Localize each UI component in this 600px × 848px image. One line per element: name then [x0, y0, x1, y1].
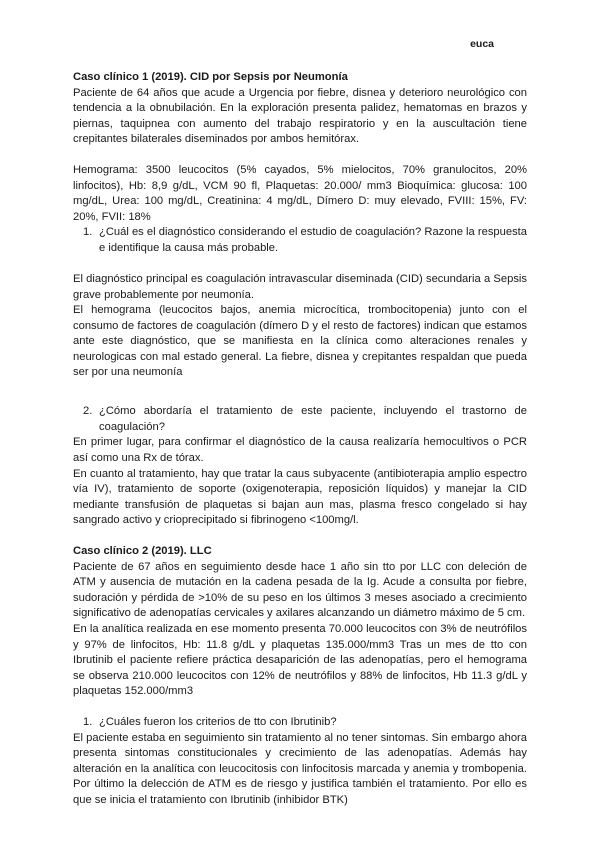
case1-intro: Paciente de 64 años que acude a Urgencia por fiebre, disnea y deterioro neurológico con tendencia a la obnubilación. En la exploración presenta palidez, hematomas en brazos y piernas, taquipnea con aumento del trabajo respiratorio y en la auscultación tiene crepitantes bilaterales diseminados por ambos hemitórax.: [73, 86, 527, 146]
case2-answer-1: El paciente estaba en seguimiento sin tratamiento al no tener sintomas. Sin embargo ahora presenta sintomas constitucionales y crecimiento de las adenopatías. Además hay alteración en la analítica con leucocitosis con linfocitosis marcada y anemia y trombopenia. Por último la delección de ATM es de riesgo y justifica también el tratamiento. Por ello es que se inicia el tratamiento con Ibrutinib (inhibidor BTK): [73, 731, 527, 806]
case1-question-list-1: [73, 225, 527, 256]
document-body: [73, 70, 527, 808]
case1-question-2-number: 2.: [83, 405, 93, 418]
case1-title: Caso clínico 1 (2019). CID por Sepsis por Neumonía: [73, 71, 348, 83]
case2-intro-p2: En la analítica realizada en ese momento presenta 70.000 leucocitos con 3% de neutrófilos y 97% de linfocitos, Hb: 11.8 g/dL y plaquetas 135.000/mm3 Tras un mes de tto con Ibrutinib el paciente refiere práctica desaparición de las adenopatías, pero el hemograma se observa 210.000 leucocitos con 12% de neutrófilos y 88% de linfocitos, Hb 11.3 g/dL y plaquetas 152.000/mm3: [73, 622, 527, 698]
case1-question-1: [73, 225, 527, 256]
case1-question-1-text: ¿Cuál es el diagnóstico considerando el estudio de coagulación? Razone la respuesta e identifique la causa más probable.: [99, 226, 527, 254]
case1-labs: Hemograma: 3500 leucocitos (5% cayados, 5% mielocitos, 70% granulocitos, 20% linfocitos), Hb: 8,9 g/dL, VCM 90 fl, Plaquetas: 20.000/ mm3 Bioquímica: glucosa: 100 mg/dL, Urea: 100 mg/dL, Creatinina: 4 mg/dL, Dímero D: muy elevado, FVIII: 15%, FV: 20%, FVII: 18%: [73, 164, 527, 223]
header-label: euca: [470, 38, 494, 50]
case2-question-list: [73, 715, 527, 731]
case2-title: Caso clínico 2 (2019). LLC: [73, 545, 212, 558]
case1-question-2-text: ¿Cómo abordaría el tratamiento de este paciente, incluyendo el trastorno de coagulación?: [99, 405, 527, 433]
case2-question-1-text: ¿Cuáles fueron los criterios de tto con Ibrutinib?: [99, 716, 337, 729]
case2-question-1-number: 1.: [83, 716, 93, 729]
case1-question-1-number: 1.: [83, 226, 93, 239]
case1-answer-1-p1: El diagnóstico principal es coagulación intravascular diseminada (CID) secundaria a Sepsis grave probablemente por neumonía.: [73, 273, 527, 301]
case1-question-list-2: [73, 404, 527, 435]
case2-intro-p1: Paciente de 67 años en seguimiento desde hace 1 año sin tto por LLC con deleción de ATM y ausencia de mutación en la cadena pesada de la Ig. Acude a consulta por fiebre, sudoración y pérdida de >10% de su peso en los últimos 3 meses asociado a crecimiento significativo de adenopatías cervicales y axilares alcanzando un diámetro máximo de 5 cm.: [73, 560, 527, 620]
case1-question-2: [73, 404, 527, 435]
case1-answer-2-p2: En cuanto al tratamiento, hay que tratar la caus subyacente (antibioterapia amplio espectro vía IV), tratamiento de soporte (oxigenoterapia, reposición líquidos) y manejar la CID mediante transfusión de plaquetas si bajan aun mas, plasma fresco congelado si hay sangrado activo y crioprecipitado si fibrinogeno <100mg/l.: [73, 467, 527, 527]
case1-answer-1-p2: El hemograma (leucocitos bajos, anemia microcítica, trombocitopenia) junto con el consumo de factores de coagulación (dímero D y el resto de factores) indican que estamos ante este diagnóstico, que se manifiesta en la clínica como alteraciones renales y neurologicas con mal estado general. La fiebre, disnea y crepitantes respaldan que pueda ser por una neumonía: [73, 304, 527, 379]
case2-question-1: [73, 715, 527, 731]
case1-answer-2-p1: En primer lugar, para confirmar el diagnóstico de la causa realizaría hemocultivos o PCR así como una Rx de tórax.: [73, 436, 527, 464]
